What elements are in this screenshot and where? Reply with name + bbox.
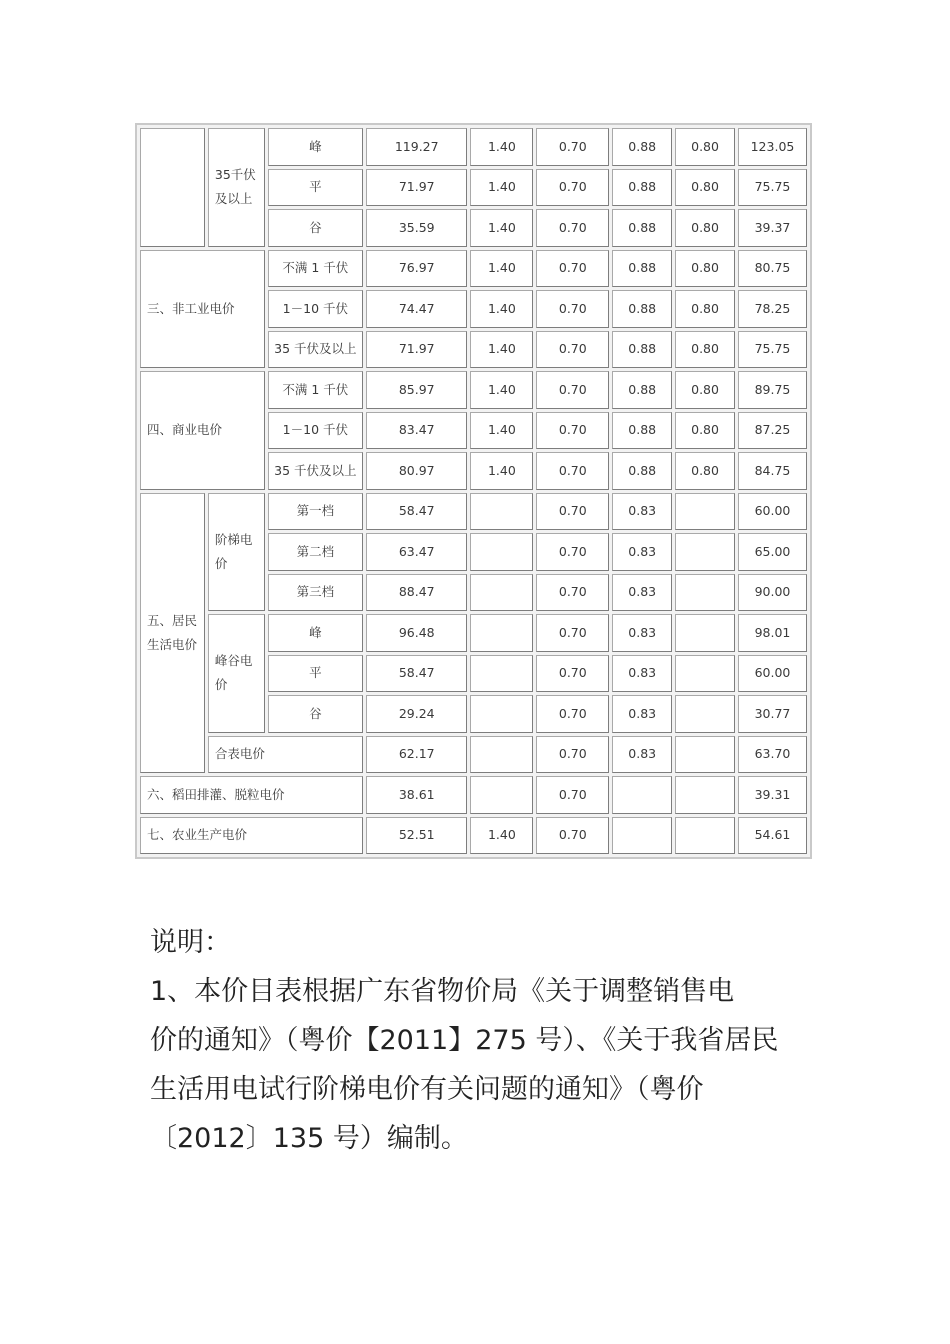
notes-section xyxy=(150,918,830,1163)
value-cell: 0.70 xyxy=(536,776,609,814)
value-cell xyxy=(675,736,735,774)
table-row xyxy=(140,817,807,855)
value-cell xyxy=(675,776,735,814)
item-cell: 不满 1 千伏 xyxy=(268,250,363,288)
value-cell: 119.27 xyxy=(366,128,467,166)
value-cell: 0.70 xyxy=(536,250,609,288)
value-cell: 98.01 xyxy=(738,614,807,652)
value-cell: 0.80 xyxy=(675,331,735,369)
value-cell: 0.70 xyxy=(536,533,609,571)
value-cell xyxy=(612,776,672,814)
group-cell: 六、稻田排灌、脱粒电价 xyxy=(140,776,363,814)
value-cell xyxy=(470,533,533,571)
value-cell: 0.83 xyxy=(612,695,672,733)
value-cell: 1.40 xyxy=(470,452,533,490)
value-cell: 0.88 xyxy=(612,452,672,490)
value-cell: 58.47 xyxy=(366,655,467,693)
value-cell: 0.70 xyxy=(536,695,609,733)
value-cell: 0.83 xyxy=(612,574,672,612)
value-cell: 0.83 xyxy=(612,493,672,531)
value-cell xyxy=(675,614,735,652)
value-cell xyxy=(675,533,735,571)
value-cell: 0.88 xyxy=(612,290,672,328)
value-cell: 35.59 xyxy=(366,209,467,247)
table-row xyxy=(140,250,807,288)
notes-line: 价的通知》（粤价【2011】275 号）、《关于我省居民 xyxy=(150,1025,779,1056)
notes-line: 生活用电试行阶梯电价有关问题的通知》（粤价 xyxy=(150,1074,704,1105)
table-row xyxy=(140,776,807,814)
value-cell: 38.61 xyxy=(366,776,467,814)
value-cell: 65.00 xyxy=(738,533,807,571)
value-cell: 0.80 xyxy=(675,371,735,409)
value-cell: 1.40 xyxy=(470,169,533,207)
value-cell xyxy=(675,695,735,733)
value-cell: 0.70 xyxy=(536,614,609,652)
subgroup-cell: 阶梯电价 xyxy=(208,493,265,612)
table-row xyxy=(140,736,807,774)
value-cell: 0.70 xyxy=(536,817,609,855)
value-cell: 78.25 xyxy=(738,290,807,328)
value-cell: 0.80 xyxy=(675,250,735,288)
subgroup-cell: 合表电价 xyxy=(208,736,363,774)
value-cell: 0.70 xyxy=(536,169,609,207)
item-cell: 35 千伏及以上 xyxy=(268,452,363,490)
item-cell: 谷 xyxy=(268,209,363,247)
value-cell: 0.88 xyxy=(612,412,672,450)
price-table xyxy=(135,123,812,859)
value-cell: 63.70 xyxy=(738,736,807,774)
value-cell: 75.75 xyxy=(738,169,807,207)
value-cell: 90.00 xyxy=(738,574,807,612)
group-cell: 七、农业生产电价 xyxy=(140,817,363,855)
value-cell: 80.97 xyxy=(366,452,467,490)
value-cell xyxy=(470,614,533,652)
value-cell: 0.70 xyxy=(536,209,609,247)
value-cell: 123.05 xyxy=(738,128,807,166)
item-cell: 第三档 xyxy=(268,574,363,612)
item-cell: 峰 xyxy=(268,614,363,652)
value-cell: 0.80 xyxy=(675,290,735,328)
value-cell: 83.47 xyxy=(366,412,467,450)
value-cell: 88.47 xyxy=(366,574,467,612)
value-cell xyxy=(612,817,672,855)
notes-line: 〔2012〕135 号）编制。 xyxy=(150,1123,468,1154)
value-cell: 89.75 xyxy=(738,371,807,409)
value-cell: 62.17 xyxy=(366,736,467,774)
value-cell: 0.88 xyxy=(612,250,672,288)
value-cell: 39.31 xyxy=(738,776,807,814)
value-cell: 0.88 xyxy=(612,209,672,247)
value-cell: 0.70 xyxy=(536,452,609,490)
value-cell xyxy=(675,817,735,855)
value-cell xyxy=(470,493,533,531)
subgroup-cell: 35千伏及以上 xyxy=(208,128,265,247)
value-cell xyxy=(470,776,533,814)
item-cell: 第二档 xyxy=(268,533,363,571)
value-cell: 0.80 xyxy=(675,209,735,247)
value-cell xyxy=(470,655,533,693)
value-cell xyxy=(470,574,533,612)
value-cell: 60.00 xyxy=(738,493,807,531)
value-cell: 0.88 xyxy=(612,331,672,369)
value-cell xyxy=(675,655,735,693)
value-cell: 1.40 xyxy=(470,290,533,328)
value-cell: 71.97 xyxy=(366,169,467,207)
table-row xyxy=(140,614,807,652)
value-cell xyxy=(675,574,735,612)
value-cell: 60.00 xyxy=(738,655,807,693)
item-cell: 谷 xyxy=(268,695,363,733)
value-cell: 29.24 xyxy=(366,695,467,733)
table-row xyxy=(140,128,807,166)
value-cell: 0.70 xyxy=(536,371,609,409)
value-cell: 0.70 xyxy=(536,655,609,693)
value-cell: 0.83 xyxy=(612,614,672,652)
value-cell xyxy=(470,736,533,774)
group-cell: 五、居民生活电价 xyxy=(140,493,205,774)
value-cell: 0.80 xyxy=(675,128,735,166)
value-cell: 0.88 xyxy=(612,128,672,166)
group-cell: 四、商业电价 xyxy=(140,371,265,490)
item-cell: 平 xyxy=(268,169,363,207)
value-cell: 87.25 xyxy=(738,412,807,450)
value-cell: 0.70 xyxy=(536,290,609,328)
value-cell: 0.70 xyxy=(536,331,609,369)
item-cell: 平 xyxy=(268,655,363,693)
value-cell: 71.97 xyxy=(366,331,467,369)
value-cell: 39.37 xyxy=(738,209,807,247)
value-cell: 0.80 xyxy=(675,452,735,490)
value-cell: 54.61 xyxy=(738,817,807,855)
table-row xyxy=(140,371,807,409)
item-cell: 不满 1 千伏 xyxy=(268,371,363,409)
value-cell: 85.97 xyxy=(366,371,467,409)
value-cell: 0.80 xyxy=(675,169,735,207)
value-cell: 1.40 xyxy=(470,371,533,409)
value-cell: 1.40 xyxy=(470,128,533,166)
item-cell: 峰 xyxy=(268,128,363,166)
value-cell: 52.51 xyxy=(366,817,467,855)
value-cell: 1.40 xyxy=(470,250,533,288)
value-cell: 80.75 xyxy=(738,250,807,288)
value-cell: 0.70 xyxy=(536,736,609,774)
value-cell: 0.70 xyxy=(536,493,609,531)
value-cell: 0.70 xyxy=(536,574,609,612)
value-cell: 58.47 xyxy=(366,493,467,531)
table-row xyxy=(140,493,807,531)
value-cell: 0.83 xyxy=(612,736,672,774)
item-cell: 35 千伏及以上 xyxy=(268,331,363,369)
value-cell: 84.75 xyxy=(738,452,807,490)
value-cell: 63.47 xyxy=(366,533,467,571)
value-cell xyxy=(470,695,533,733)
value-cell: 30.77 xyxy=(738,695,807,733)
value-cell: 0.88 xyxy=(612,371,672,409)
value-cell: 96.48 xyxy=(366,614,467,652)
notes-heading: 说明： xyxy=(150,927,231,958)
value-cell: 1.40 xyxy=(470,331,533,369)
item-cell: 第一档 xyxy=(268,493,363,531)
group-cell-empty xyxy=(140,128,205,247)
item-cell: 1－10 千伏 xyxy=(268,412,363,450)
value-cell: 0.70 xyxy=(536,412,609,450)
value-cell: 0.83 xyxy=(612,655,672,693)
item-cell: 1－10 千伏 xyxy=(268,290,363,328)
value-cell: 1.40 xyxy=(470,817,533,855)
value-cell: 1.40 xyxy=(470,412,533,450)
subgroup-cell: 峰谷电价 xyxy=(208,614,265,733)
value-cell: 0.70 xyxy=(536,128,609,166)
value-cell: 74.47 xyxy=(366,290,467,328)
value-cell: 75.75 xyxy=(738,331,807,369)
group-cell: 三、非工业电价 xyxy=(140,250,265,369)
value-cell: 0.88 xyxy=(612,169,672,207)
value-cell xyxy=(675,493,735,531)
value-cell: 0.80 xyxy=(675,412,735,450)
notes-line: 1、本价目表根据广东省物价局《关于调整销售电 xyxy=(150,976,735,1007)
value-cell: 0.83 xyxy=(612,533,672,571)
value-cell: 1.40 xyxy=(470,209,533,247)
value-cell: 76.97 xyxy=(366,250,467,288)
